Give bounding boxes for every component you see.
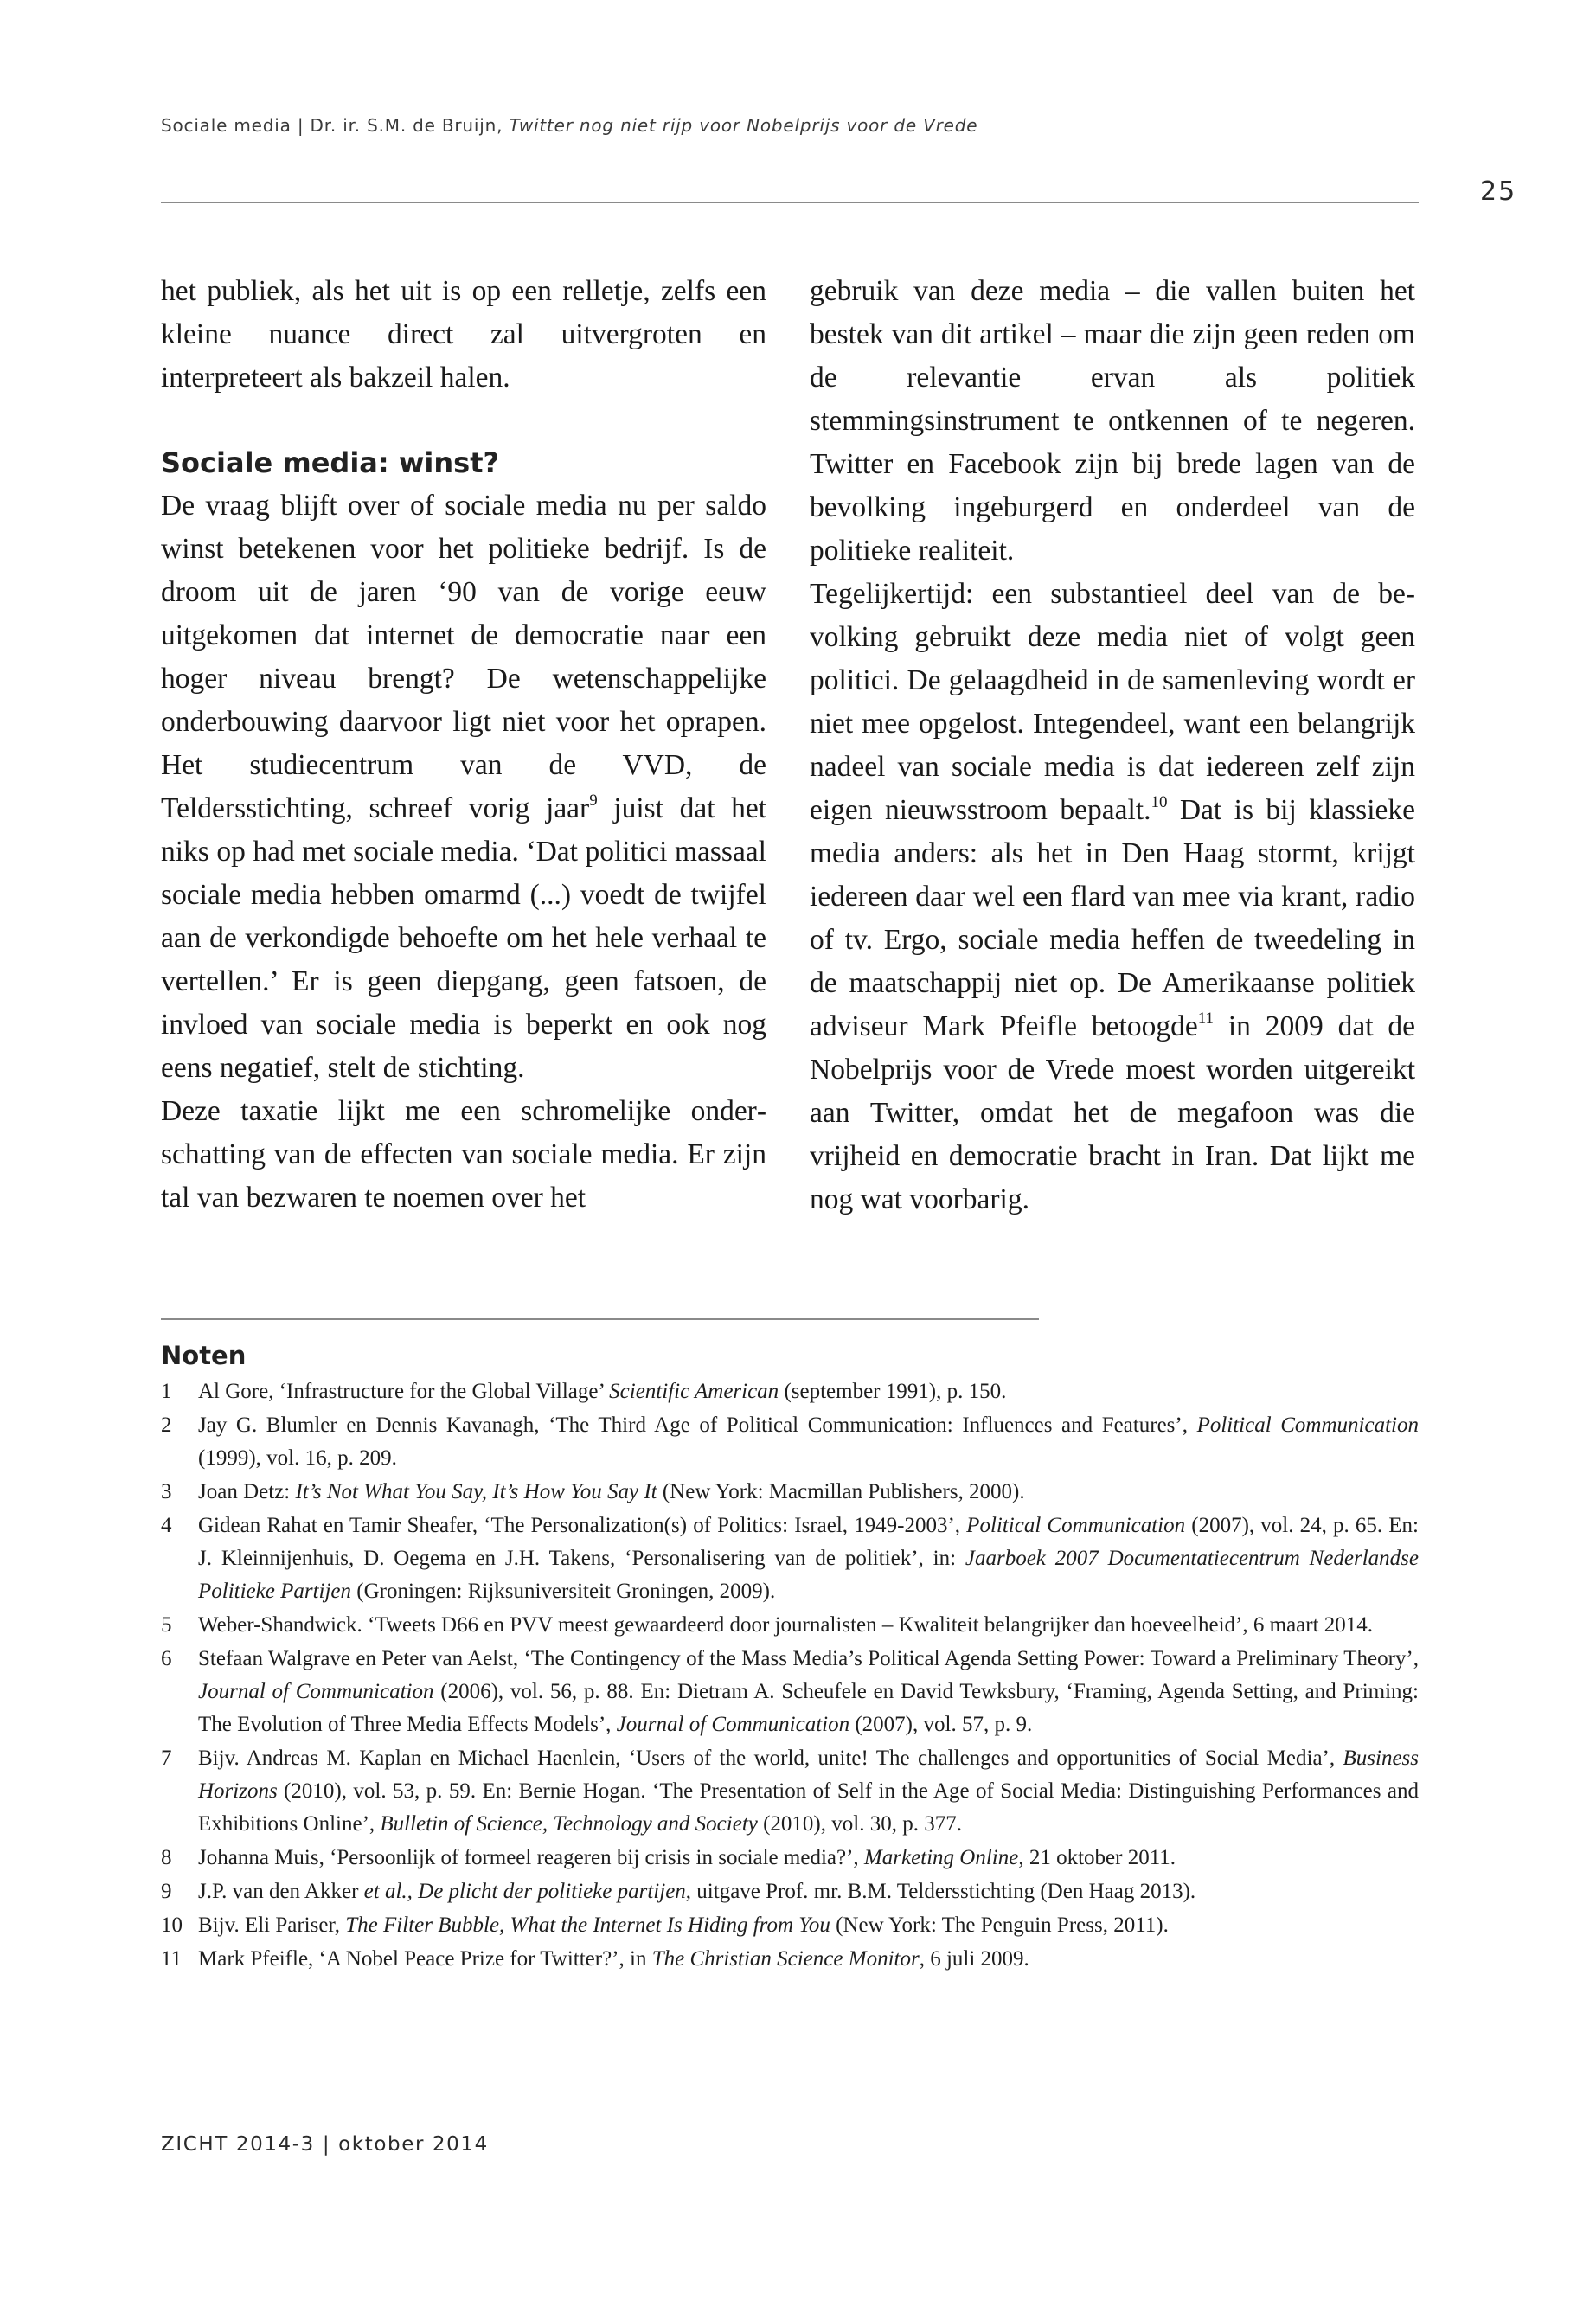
footnote-number: 10 bbox=[161, 1913, 183, 1937]
footnote-text-part: (2010), vol. 53, p. 59. En: Bernie Hogan. ‘The Presentation of Self in the Age of Social Media: Distinguishing Performances and Exhibitions Online’, bbox=[198, 1779, 1419, 1836]
left-column bbox=[161, 270, 766, 1220]
footnote-number: 5 bbox=[161, 1613, 172, 1637]
footnote-text-part: (New York: Macmillan Publishers, 2000). bbox=[657, 1480, 1025, 1503]
footnote-text-part: Bijv. Andreas M. Kaplan en Michael Haenlein, ‘Users of the world, unite! The challenges and opportunities of Social Media’, bbox=[198, 1747, 1343, 1770]
footnote-italic-title: Political Communication bbox=[966, 1514, 1186, 1537]
right-paragraph-2-text-b: Dat is bij klassieke media anders: als het in Den Haag stormt, krijgt iedereen daar wel een flard van mee via krant, radio of tv. Ergo, sociale media heffen de tweedeling in de maatschappij niet op. De Amerikaanse politiek adviseur Mark Pfeifle betoogde bbox=[810, 794, 1416, 1042]
footnote-italic-title: Political Communication bbox=[1196, 1413, 1419, 1437]
footnote-7 bbox=[161, 1742, 1419, 1841]
footnote-number: 7 bbox=[161, 1747, 172, 1770]
footnote-italic-title: Journal of Communication bbox=[616, 1713, 850, 1736]
footnote-italic-title: Journal of Communication bbox=[198, 1680, 434, 1703]
footnote-text-part: Weber-Shandwick. ‘Tweets D66 en PVV meest gewaardeerd door journalisten – Kwaliteit belangrijker dan hoeveelheid’, 6 maart 2014. bbox=[198, 1613, 1374, 1637]
footnote-text-part: Johanna Muis, ‘Persoonlijk of formeel reageren bij crisis in sociale media?’, bbox=[198, 1846, 864, 1869]
footnote-text-part: (2007), vol. 57, p. 9. bbox=[849, 1713, 1033, 1736]
footnote-text bbox=[198, 1476, 1419, 1509]
page-number: 25 bbox=[1480, 176, 1517, 207]
left-paragraph-2-text-a: De vraag blijft over of sociale media nu per saldo winst betekenen voor het politieke bedrijf. Is de droom uit de jaren ‘90 van de vorige eeuw uitgekomen dat internet de democratie naar een hoger niveau brengt? De wetenschappelijke onderbouwing daarvoor ligt niet voor het oprapen. Het studiecentrum van de VVD, de Teldersstichting, schreef vorig jaar bbox=[161, 490, 766, 824]
footnote-number: 9 bbox=[161, 1880, 172, 1903]
footnote-italic-title: Scientific American bbox=[609, 1380, 779, 1403]
right-paragraph-2 bbox=[810, 573, 1415, 1221]
header-divider bbox=[161, 202, 1419, 203]
footnote-number: 4 bbox=[161, 1514, 172, 1537]
footnote-ref-11[interactable]: 11 bbox=[1197, 1009, 1214, 1028]
footnote-text-part: Gidean Rahat en Tamir Sheafer, ‘The Personalization(s) of Politics: Israel, 1949-2003’, bbox=[198, 1514, 967, 1537]
footnote-8 bbox=[161, 1842, 1419, 1875]
footer-date: oktober 2014 bbox=[338, 2133, 489, 2156]
footnote-text-part: , 21 oktober 2011. bbox=[1018, 1846, 1176, 1869]
footnote-text-part: (2007), vol. 24, p. 65. En: J. Kleinnijenhuis, D. Oegema en J.H. Takens, ‘Personalisering van de politiek’, in: bbox=[198, 1514, 1419, 1570]
footnote-2 bbox=[161, 1409, 1419, 1475]
footnote-italic-title: The Filter Bubble, What the Internet Is Hiding from You bbox=[345, 1913, 830, 1937]
left-paragraph-3: Deze taxatie lijkt me een schromelijke onderschatting van de effecten van sociale media. Er zijn tal van bezwaren te noemen over het bbox=[161, 1095, 766, 1214]
footnote-1 bbox=[161, 1375, 1419, 1408]
footnote-ref-9[interactable]: 9 bbox=[589, 792, 598, 810]
notes-list bbox=[161, 1375, 1419, 1977]
footnote-text-part: Joan Detz: bbox=[198, 1480, 296, 1503]
footnote-italic-title: Bulletin of Science, Technology and Society bbox=[380, 1812, 758, 1836]
right-paragraph-2-text-c: in 2009 dat de Nobelprijs voor de Vrede moest worden uitgereikt aan Twitter, omdat het de megafoon was die vrijheid en democratie bracht in Iran. Dat lijkt me nog wat voorbarig. bbox=[810, 1010, 1416, 1215]
footnote-text bbox=[198, 1909, 1419, 1942]
footnote-text bbox=[198, 1842, 1419, 1875]
right-column bbox=[810, 270, 1415, 1221]
footnote-italic-title: Marketing Online bbox=[863, 1846, 1019, 1869]
footnote-text-part: J.P. van den Akker bbox=[198, 1880, 364, 1903]
footnote-italic-title: It’s Not What You Say, It’s How You Say It bbox=[295, 1480, 657, 1503]
footnote-text bbox=[198, 1875, 1419, 1908]
footnote-ref-10[interactable]: 10 bbox=[1151, 793, 1168, 811]
footnote-5 bbox=[161, 1609, 1419, 1642]
footnote-3 bbox=[161, 1476, 1419, 1509]
footnote-italic-title: The Christian Science Monitor bbox=[651, 1947, 920, 1971]
footnote-text bbox=[198, 1943, 1419, 1976]
footnote-text-part: Bijv. Eli Pariser, bbox=[198, 1913, 346, 1937]
header-section: Sociale media bbox=[161, 115, 292, 136]
footnote-italic-title: Jaarboek 2007 Documentatiecentrum Nederlandse Politieke Partijen bbox=[198, 1547, 1419, 1603]
footnote-text bbox=[198, 1742, 1419, 1841]
footnote-text-part: (september 1991), p. 150. bbox=[779, 1380, 1007, 1403]
footnote-text-part: (2006), vol. 56, p. 88. En: Dietram A. Scheufele en David Tewksbury, ‘Framing, Agenda Setting, and Priming: The Evolution of Three Media Effects Models’, bbox=[198, 1680, 1419, 1736]
footnote-text bbox=[198, 1409, 1419, 1475]
footnote-text-part: (1999), vol. 16, p. 209. bbox=[198, 1446, 397, 1470]
footnote-text-part: (2010), vol. 30, p. 377. bbox=[757, 1812, 962, 1836]
footnote-text-part: Jay G. Blumler en Dennis Kavanagh, ‘The Third Age of Political Communication: Influences and Features’, bbox=[198, 1413, 1197, 1437]
header-article-title: Twitter nog niet rijp voor Nobelprijs voor de Vrede bbox=[509, 115, 978, 136]
footnote-number: 3 bbox=[161, 1480, 172, 1503]
footnote-11 bbox=[161, 1943, 1419, 1976]
footnote-number: 2 bbox=[161, 1413, 172, 1437]
right-paragraph-1: gebruik van deze media – die vallen buiten het bestek van dit artikel – maar die zijn geen reden om de relevantie ervan als politiek stemmingsinstrument te ontkennen of te negeren. Twitter en Facebook zijn bij brede lagen van de bevolking ingeburgerd en onderdeel van de politieke realiteit. bbox=[810, 275, 1415, 567]
right-paragraph-2-text-a: Tegelijkertijd: een substantieel deel van de bevolking gebruikt deze media niet of volgt geen politici. De gelaagdheid in de samenleving wordt er niet mee opgelost. Integendeel, want een belangrijk nadeel van sociale media is dat iedereen zelf zijn eigen nieuwsstroom bepaalt. bbox=[810, 578, 1415, 826]
footnote-10 bbox=[161, 1909, 1419, 1942]
footnote-text bbox=[198, 1375, 1419, 1408]
header-separator: | bbox=[297, 115, 304, 136]
footnote-text-part: Al Gore, ‘Infrastructure for the Global Village’ bbox=[198, 1380, 610, 1403]
footer-separator: | bbox=[322, 2133, 331, 2156]
notes-divider bbox=[161, 1318, 1039, 1320]
footnote-italic-title: Business Horizons bbox=[198, 1747, 1419, 1803]
footnote-text-part: , 6 juli 2009. bbox=[919, 1947, 1029, 1971]
footnote-number: 6 bbox=[161, 1647, 172, 1670]
footnote-text bbox=[198, 1609, 1419, 1642]
left-paragraph-2 bbox=[161, 484, 766, 1090]
footnote-text-part: Mark Pfeifle, ‘A Nobel Peace Prize for Twitter?’, in bbox=[198, 1947, 652, 1971]
footnote-4 bbox=[161, 1509, 1419, 1608]
left-paragraph-2-text-b: juist dat het niks op had met sociale media. ‘Dat politici massaal sociale media hebben omarmd (...) voedt de twijfel aan de verkondigde behoefte om het hele verhaal te vertellen.’ Er is geen diepgang, geen fatsoen, de invloed van sociale media is beperkt en ook nog eens negatief, stelt de stichting. bbox=[161, 792, 766, 1084]
footnote-text-part: (Groningen: Rijksuniversiteit Groningen, 2009). bbox=[351, 1580, 776, 1603]
running-header bbox=[161, 115, 977, 136]
footnote-6 bbox=[161, 1643, 1419, 1741]
header-author: Dr. ir. S.M. de Bruijn, bbox=[310, 115, 503, 136]
footer-issue: ZICHT 2014-3 bbox=[161, 2133, 315, 2156]
section-heading: Sociale media: winst? bbox=[161, 446, 500, 479]
footnote-text-part: , uitgave Prof. mr. B.M. Teldersstichting (Den Haag 2013). bbox=[685, 1880, 1196, 1903]
footnote-text-part: (New York: The Penguin Press, 2011). bbox=[830, 1913, 1169, 1937]
footnote-italic-title: et al., De plicht der politieke partijen bbox=[363, 1880, 686, 1903]
footnote-number: 1 bbox=[161, 1380, 172, 1403]
footnote-text bbox=[198, 1643, 1419, 1741]
footnote-number: 8 bbox=[161, 1846, 172, 1869]
page-footer bbox=[161, 2133, 489, 2156]
footnote-number: 11 bbox=[161, 1947, 183, 1971]
notes-heading: Noten bbox=[161, 1341, 247, 1370]
footnote-9 bbox=[161, 1875, 1419, 1908]
footnote-text-part: Stefaan Walgrave en Peter van Aelst, ‘The Contingency of the Mass Media’s Political Agenda Setting Power: Toward a Preliminary Theory’, bbox=[198, 1647, 1419, 1670]
footnote-text bbox=[198, 1509, 1419, 1608]
left-paragraph-1: het publiek, als het uit is op een relletje, zelfs een kleine nuance direct zal uitvergroten en interpreteert als bakzeil halen. bbox=[161, 275, 766, 394]
